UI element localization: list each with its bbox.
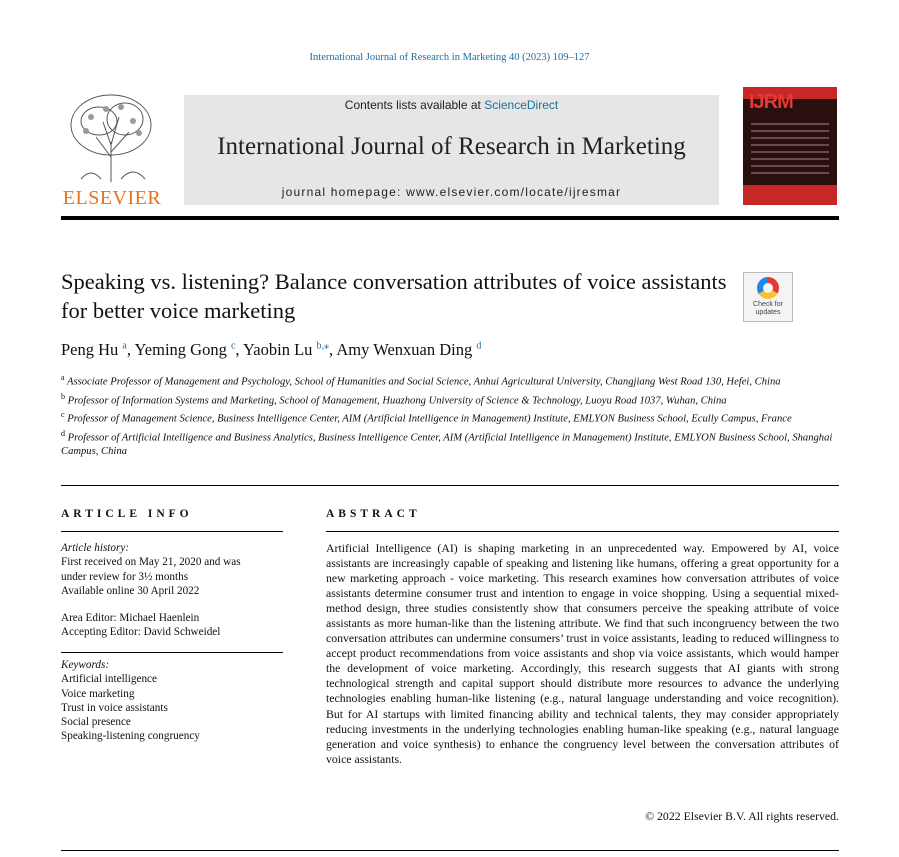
check-for-updates-button[interactable]: [743, 272, 793, 322]
cover-bottom-band: [743, 185, 837, 205]
keywords-rule: [61, 652, 283, 653]
affiliation-item: [61, 427, 841, 460]
footer-divider: [61, 850, 839, 851]
keyword-item[interactable]: Trust in voice assistants: [61, 701, 168, 714]
abstract-heading: ABSTRACT: [326, 508, 421, 520]
author-name[interactable]: Amy Wenxuan Ding: [336, 340, 473, 359]
history-label: Article history:: [61, 542, 130, 554]
keywords: [61, 658, 283, 744]
author-separator: ,: [126, 340, 135, 359]
contents-prefix: Contents lists available at: [344, 98, 485, 112]
history-line: under review for 3½ months: [61, 570, 189, 583]
journal-header-box: [184, 95, 719, 205]
affiliation-item: [61, 408, 841, 427]
affiliation-key: d: [61, 428, 65, 438]
cover-logo: [749, 91, 793, 114]
journal-reference[interactable]: International Journal of Research in Marketing 40 (2023) 109–127: [309, 52, 590, 63]
contents-line: [184, 98, 719, 112]
journal-cover-image[interactable]: [743, 87, 837, 205]
article-title: Speaking vs. listening? Balance conversation attributes of voice assistants for better voice marketing: [61, 269, 727, 323]
author-affiliation-link[interactable]: d: [476, 340, 482, 352]
check-updates-icon: [757, 277, 779, 299]
accepting-editor: Accepting Editor: David Schweidel: [61, 626, 221, 639]
keyword-item[interactable]: Social presence: [61, 716, 131, 729]
article-history: [61, 541, 283, 598]
cover-logo-text: IJRM: [749, 91, 793, 113]
article-info-rule: [61, 531, 283, 532]
author-affiliation-link[interactable]: c: [230, 340, 236, 352]
affiliation-text: Professor of Management Science, Business Intelligence Center, AIM (Artificial Intelligence in Management) Institute, EMLYON Business School, Ecully Campus, France: [67, 413, 792, 425]
check-updates-label: Check for updates: [753, 301, 783, 316]
elsevier-tree-icon: [61, 87, 163, 187]
affiliation-item: [61, 371, 841, 390]
author-affiliation-link[interactable]: b,⁎: [316, 340, 330, 352]
keyword-item[interactable]: Voice marketing: [61, 687, 135, 700]
author-affiliation-link[interactable]: a: [122, 340, 127, 352]
author-separator: ,: [329, 340, 337, 359]
area-editor: Area Editor: Michael Haenlein: [61, 612, 200, 624]
author-name[interactable]: Yaobin Lu: [243, 340, 313, 359]
affiliations: [61, 371, 841, 459]
abstract-rule: [326, 531, 839, 532]
sciencedirect-link[interactable]: ScienceDirect: [484, 98, 559, 112]
editors: [61, 611, 283, 640]
keyword-item[interactable]: Artificial intelligence: [61, 673, 157, 686]
affiliation-text: Associate Professor of Management and Psychology, School of Humanities and Social Science, Anhui Agricultural University, Changjiang West Road 130, Hefei, China: [67, 376, 781, 388]
header-divider: [61, 216, 839, 220]
author-name[interactable]: Yeming Gong: [134, 340, 227, 359]
history-line: Available online 30 April 2022: [61, 584, 200, 597]
section-divider: [61, 485, 839, 486]
author-list: [61, 340, 481, 360]
journal-homepage-link[interactable]: journal homepage: www.elsevier.com/locate/ijresmar: [281, 185, 622, 199]
affiliation-key: b: [61, 391, 65, 401]
elsevier-logo[interactable]: [61, 87, 163, 207]
copyright-notice: © 2022 Elsevier B.V. All rights reserved.: [645, 809, 839, 823]
keywords-label: Keywords:: [61, 659, 110, 671]
affiliation-key: c: [61, 410, 65, 420]
affiliation-text: Professor of Artificial Intelligence and Business Analytics, Business Intelligence Center, AIM (Artificial Intelligence in Management) Institute, EMLYON Business School, Shanghai Campus, China: [61, 432, 833, 458]
article-info-heading: ARTICLE INFO: [61, 508, 193, 520]
abstract-text: Artificial Intelligence (AI) is shaping marketing in an unprecedented way. Empowered by AI, voice assistants are increasingly capable of speaking and listening like humans, offering a great opportunity for a new marketing approach - voice marketing. This research examines how conversation attributes of voice assistants determine consumer trust and intention to engage in voice shopping. Using a sequential mixed-method design, three studies consistently show that consumers perceive the speaking attribute of voice assistants as more human-like than the listening attribute. We find that such incongruency between the two conversation attributes can undermine consumers’ trust in voice assistants, leading to reduced willingness to accept product recommendations from voice assistants and shop via voice assistants, which would hamper the development of voice marketing. Accordingly, this research suggests that AI giants with strong technological strength and capital support should distribute more resources to advance the underlying technologies enabling human-like listening (e.g., natural language understanding and voice recognition). But for AI startups with limited financing ability and technical talents, they may consider appropriately reducing investments in the underlying technologies enabling human-like speaking (e.g., natural language generation and voice synthesis) to enhance the congruency level between the conversation attributes of voice assistants.: [326, 541, 839, 766]
author-separator: ,: [235, 340, 244, 359]
journal-banner: [61, 87, 839, 217]
affiliation-key: a: [61, 373, 65, 382]
elsevier-wordmark: ELSEVIER: [62, 187, 162, 209]
history-line: First received on May 21, 2020 and was: [61, 556, 241, 569]
affiliation-item: [61, 390, 841, 409]
cover-text-lines: [751, 123, 829, 179]
affiliation-text: Professor of Information Systems and Marketing, School of Management, Huazhong University of Science & Technology, Luoyu Road 1037, Wuhan, China: [67, 395, 727, 407]
author-name[interactable]: Peng Hu: [61, 340, 119, 359]
journal-title: International Journal of Research in Marketing: [217, 133, 686, 160]
keyword-item[interactable]: Speaking-listening congruency: [61, 730, 200, 743]
